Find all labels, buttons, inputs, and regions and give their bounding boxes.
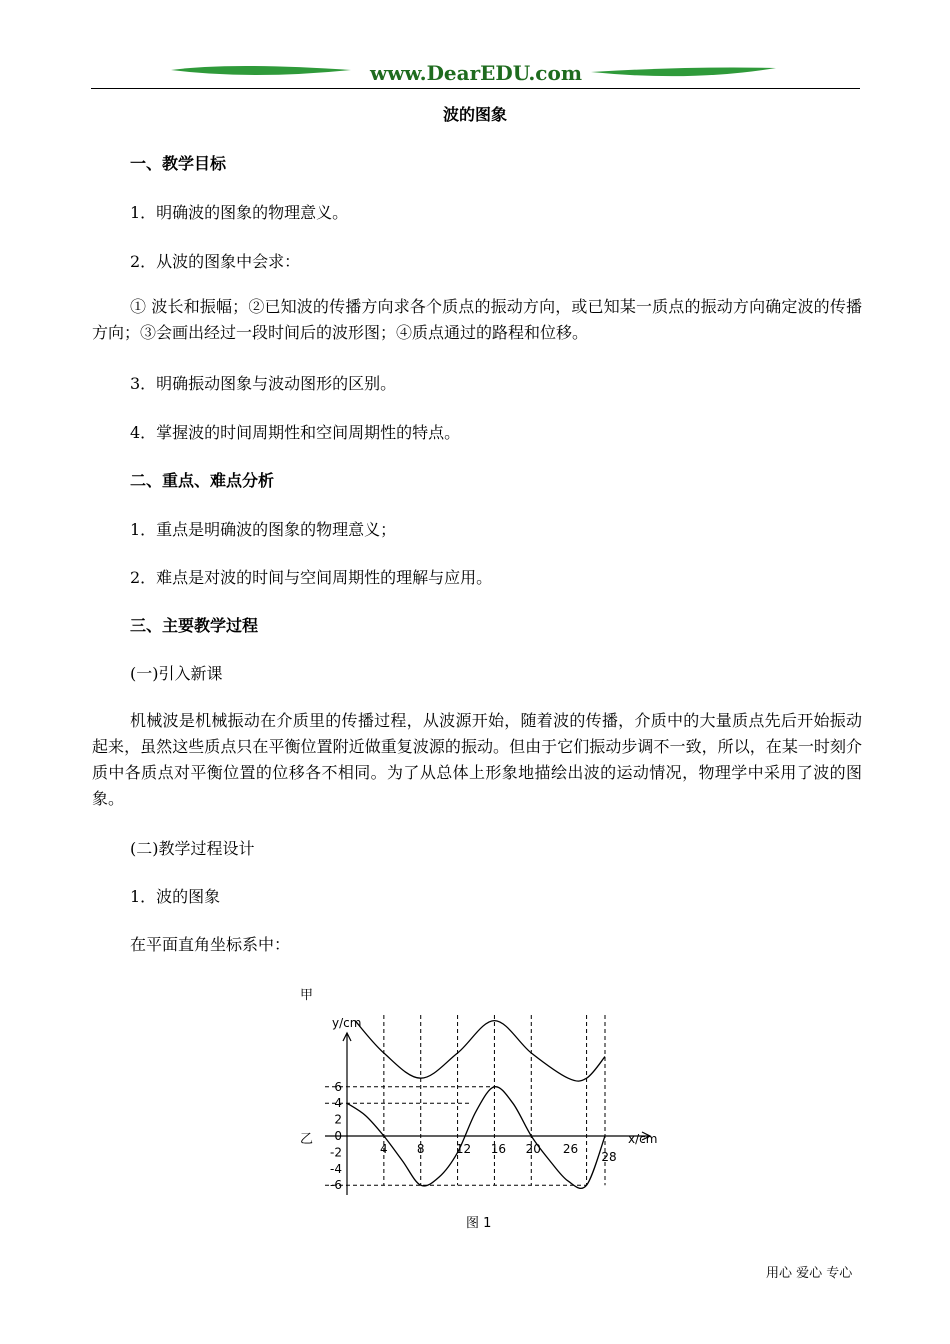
x-tick-label: 28 — [601, 1150, 617, 1164]
intro-paragraph: 机械波是机械振动在介质里的传播过程，从波源开始，随着波的传播，介质中的大量质点先后开始振动起来，虽然这些质点只在平衡位置附近做重复波源的振动。但由于它们振动步调不一致，所以，在某一时刻介质中各质点对平衡位置的位移各不相同。为了从总体上形象地描绘出波的运动情况，物理学中采用了波的图象。 — [92, 711, 862, 808]
key-point-2: 2．难点是对波的时间与空间周期性的理解与应用。 — [130, 568, 493, 587]
banner-swoosh-left — [171, 66, 351, 75]
x-axis-label: x/cm — [628, 1132, 658, 1146]
section-heading-1: 一、教学目标 — [130, 154, 227, 173]
page-footer: 用心 爱心 专心 — [766, 1266, 853, 1281]
key-point-1: 1．重点是明确波的图象的物理意义； — [130, 520, 397, 539]
subsection-intro: (一)引入新课 — [130, 664, 223, 683]
y-tick-label: 6 — [334, 1079, 342, 1094]
goal-item-1: 1．明确波的图象的物理意义。 — [130, 203, 349, 222]
design-item-2: 在平面直角坐标系中： — [130, 935, 291, 954]
y-tick-label: -4 — [330, 1161, 342, 1176]
site-name: www.DearEDU.com — [369, 61, 583, 85]
wave-curve-jia — [355, 1021, 605, 1082]
wave-figure — [290, 975, 670, 1195]
x-tick-label: 12 — [455, 1142, 472, 1156]
section-heading-3: 三、主要教学过程 — [130, 616, 259, 635]
x-tick-label: 4 — [380, 1142, 388, 1156]
page-title: 波的图象 — [442, 105, 507, 124]
header-rule — [91, 88, 860, 89]
label-yi: 乙 — [300, 1132, 314, 1147]
x-tick-label: 16 — [490, 1142, 507, 1156]
y-tick-label: 4 — [334, 1096, 342, 1111]
site-banner — [91, 58, 860, 90]
x-tick-label: 20 — [525, 1142, 541, 1156]
x-tick-label: 26 — [562, 1142, 579, 1156]
y-axis-label: y/cm — [332, 1016, 362, 1030]
y-tick-label: 0 — [334, 1129, 342, 1143]
y-tick-label: -6 — [330, 1178, 342, 1193]
goal-item-2: 2．从波的图象中会求： — [130, 252, 301, 271]
goal-item-3: 3．明确振动图象与波动图形的区别。 — [130, 374, 397, 393]
goal-item-4: 4．掌握波的时间周期性和空间周期性的特点。 — [130, 423, 461, 442]
figure-caption: 图 1 — [466, 1216, 492, 1231]
goal-item-2-detail: ① 波长和振幅；②已知波的传播方向求各个质点的振动方向，或已知某一质点的振动方向确定波的传播方向；③会画出经过一段时间后的波形图；④质点通过的路程和位移。 — [92, 297, 862, 342]
y-tick-label: -2 — [330, 1145, 342, 1160]
subsection-design: (二)教学过程设计 — [130, 839, 255, 858]
x-tick-label: 8 — [416, 1142, 425, 1156]
wave-curve-yi — [347, 1087, 605, 1189]
section-heading-2: 二、重点、难点分析 — [130, 471, 275, 490]
banner-swoosh-right — [591, 68, 776, 77]
y-tick-label: 2 — [334, 1112, 342, 1127]
label-jia: 甲 — [300, 988, 314, 1003]
design-item-1: 1．波的图象 — [130, 887, 221, 906]
